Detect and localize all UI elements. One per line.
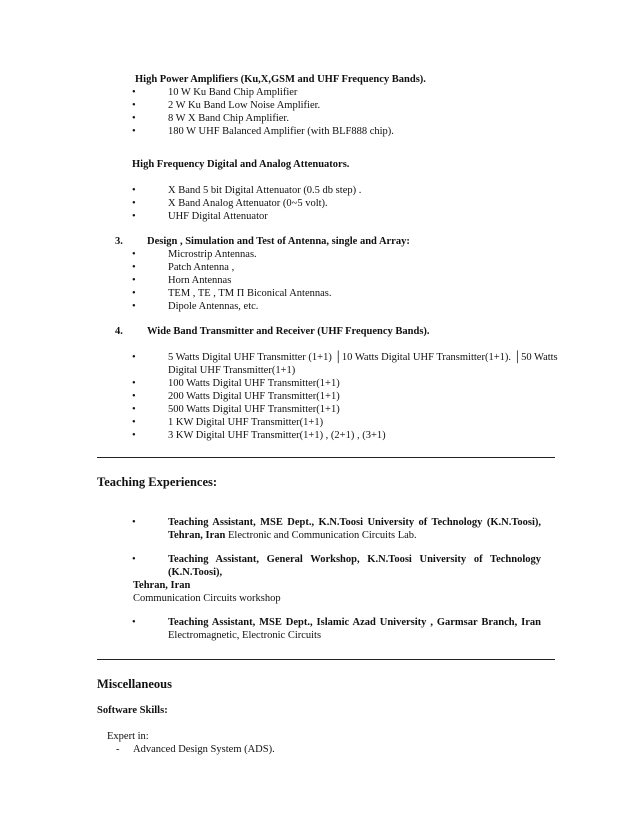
transmitter-title: Wide Band Transmitter and Receiver (UHF Frequency Bands). bbox=[147, 326, 430, 337]
bullet: • bbox=[132, 404, 136, 415]
bullet: • bbox=[132, 211, 136, 222]
teaching-item-1-line2 bbox=[168, 529, 417, 542]
list-item: UHF Digital Attenuator bbox=[168, 211, 268, 222]
list-item: 500 Watts Digital UHF Transmitter(1+1) bbox=[168, 404, 340, 415]
bullet: • bbox=[132, 417, 136, 428]
teaching-heading: Teaching Experiences: bbox=[97, 475, 218, 489]
bullet: • bbox=[132, 517, 136, 528]
list-item: 10 W Ku Band Chip Amplifier bbox=[168, 87, 298, 98]
bullet: • bbox=[132, 391, 136, 402]
bullet: • bbox=[132, 430, 136, 441]
bullet: • bbox=[132, 249, 136, 260]
list-item: 3 KW Digital UHF Transmitter(1+1) , (2+1) , (3+1) bbox=[168, 430, 386, 441]
bullet: • bbox=[132, 617, 136, 628]
divider bbox=[97, 457, 555, 458]
bullet: • bbox=[132, 288, 136, 299]
amplifiers-title: High Power Amplifiers (Ku,X,GSM and UHF Frequency Bands). bbox=[135, 74, 426, 85]
section-number: 4. bbox=[115, 326, 123, 337]
bullet: • bbox=[132, 378, 136, 389]
location: Tehran, Iran bbox=[168, 530, 226, 541]
bullet: • bbox=[132, 87, 136, 98]
divider bbox=[97, 659, 555, 660]
dash: - bbox=[116, 744, 120, 755]
software-skills-label: Software Skills: bbox=[97, 705, 168, 716]
list-item: Dipole Antennas, etc. bbox=[168, 301, 259, 312]
bullet: • bbox=[132, 100, 136, 111]
skill-item: Advanced Design System (ADS). bbox=[133, 744, 275, 755]
list-item: 5 Watts Digital UHF Transmitter (1+1) │10 Watts Digital UHF Transmitter(1+1). │50 Watts bbox=[168, 352, 558, 363]
bullet: • bbox=[132, 126, 136, 137]
bullet: • bbox=[132, 198, 136, 209]
teaching-item-2-line2: (K.N.Toosi), bbox=[168, 567, 223, 578]
teaching-item-1: Teaching Assistant, MSE Dept., K.N.Toosi University of Technology (K.N.Toosi), bbox=[168, 517, 541, 528]
section-number: 3. bbox=[115, 236, 123, 247]
list-item: Horn Antennas bbox=[168, 275, 232, 286]
bullet: • bbox=[132, 185, 136, 196]
teaching-workshop: Communication Circuits workshop bbox=[133, 593, 281, 604]
antenna-title: Design , Simulation and Test of Antenna, single and Array: bbox=[147, 236, 410, 247]
teaching-item-2: Teaching Assistant, General Workshop, K.N.Toosi University of Technology bbox=[168, 554, 541, 565]
list-item-continuation: Digital UHF Transmitter(1+1) bbox=[168, 365, 296, 376]
teaching-lab: Electronic and Communication Circuits Lab. bbox=[225, 530, 417, 541]
list-item: TEM , TE , TM Π Biconical Antennas. bbox=[168, 288, 332, 299]
location: Tehran, Iran bbox=[133, 580, 191, 591]
attenuators-title: High Frequency Digital and Analog Attenuators. bbox=[132, 159, 350, 170]
bullet: • bbox=[132, 262, 136, 273]
list-item: X Band 5 bit Digital Attenuator (0.5 db step) . bbox=[168, 185, 362, 196]
bullet: • bbox=[132, 352, 136, 363]
expert-label: Expert in: bbox=[107, 731, 149, 742]
list-item: 1 KW Digital UHF Transmitter(1+1) bbox=[168, 417, 324, 428]
teaching-item-3-line2: Electromagnetic, Electronic Circuits bbox=[168, 630, 322, 641]
misc-heading: Miscellaneous bbox=[97, 677, 172, 691]
list-item: 8 W X Band Chip Amplifier. bbox=[168, 113, 289, 124]
list-item: Microstrip Antennas. bbox=[168, 249, 257, 260]
list-item: X Band Analog Attenuator (0~5 volt). bbox=[168, 198, 328, 209]
bullet: • bbox=[132, 275, 136, 286]
list-item: 2 W Ku Band Low Noise Amplifier. bbox=[168, 100, 321, 111]
bullet: • bbox=[132, 554, 136, 565]
list-item: 100 Watts Digital UHF Transmitter(1+1) bbox=[168, 378, 340, 389]
bullet: • bbox=[132, 113, 136, 124]
teaching-item-3: Teaching Assistant, MSE Dept., Islamic Azad University , Garmsar Branch, Iran bbox=[168, 617, 541, 628]
bullet: • bbox=[132, 301, 136, 312]
list-item: Patch Antenna , bbox=[168, 262, 235, 273]
list-item: 180 W UHF Balanced Amplifier (with BLF888 chip). bbox=[168, 126, 394, 137]
list-item: 200 Watts Digital UHF Transmitter(1+1) bbox=[168, 391, 340, 402]
